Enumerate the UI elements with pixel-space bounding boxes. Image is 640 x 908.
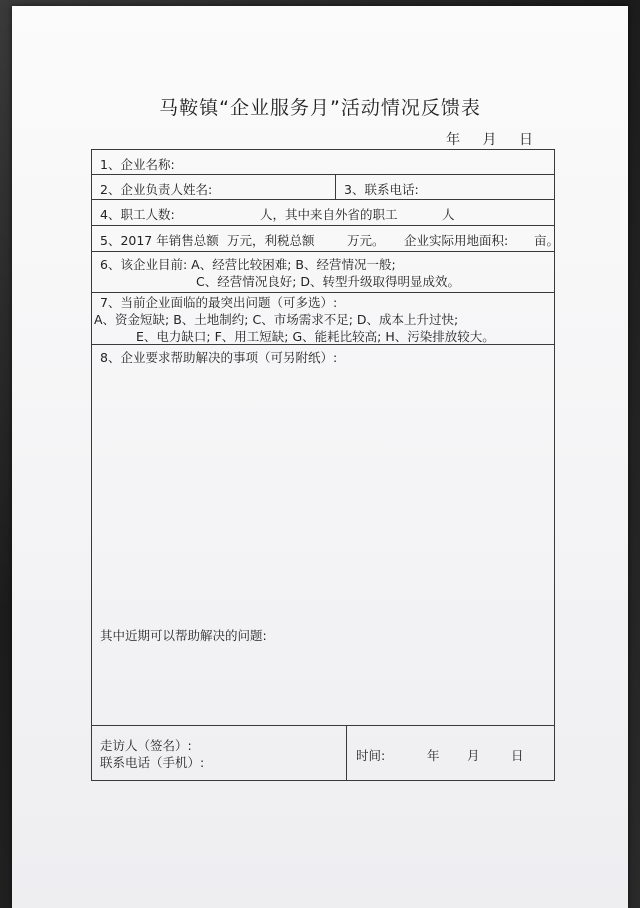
land-area-unit: 亩。 — [534, 233, 560, 248]
form-title: 马鞍镇“企业服务月”活动情况反馈表 — [159, 97, 481, 119]
manager-name-label: 2、企业负责人姓名: — [100, 182, 213, 197]
header-day: 日 — [519, 132, 533, 148]
visitor-signature-label: 走访人（签名）: — [100, 738, 192, 753]
row-problems — [92, 293, 554, 345]
row-contact — [92, 175, 554, 200]
land-area-label: 企业实际用地面积: — [404, 233, 509, 248]
status-line-2: C、经营情况良好; D、转型升级取得明显成效。 — [196, 274, 461, 289]
row-requests — [92, 345, 554, 726]
profit-label: 万元，利税总额 — [227, 233, 315, 248]
visit-month: 月 — [467, 748, 480, 763]
header-date — [428, 129, 533, 149]
feedback-form-table — [91, 149, 560, 781]
row-sales — [92, 226, 560, 252]
visit-year: 年 — [427, 748, 440, 763]
visitor-phone-label: 联系电话（手机）: — [100, 755, 205, 770]
row9-divider — [346, 726, 347, 780]
phone-label: 3、联系电话: — [344, 182, 419, 197]
requests-label: 8、企业要求帮助解决的事项（可另附纸）: — [100, 350, 338, 365]
row2-divider — [335, 175, 336, 199]
employees-unit: 人 — [442, 207, 455, 222]
employees-mid-text: 人，其中来自外省的职工 — [260, 207, 398, 222]
profit-unit: 万元。 — [347, 233, 385, 248]
problems-line-3: E、电力缺口; F、用工短缺; G、能耗比较高; H、污染排放较大。 — [136, 329, 495, 344]
header-month: 月 — [482, 132, 497, 148]
row-visitor — [92, 726, 554, 780]
visit-time-label: 时间: — [356, 748, 386, 763]
problems-line-2: A、资金短缺; B、土地制约; C、市场需求不足; D、成本上升过快; — [94, 312, 459, 327]
row-status — [92, 252, 554, 293]
row-employees — [92, 200, 554, 226]
header-year: 年 — [446, 132, 461, 148]
visit-day: 日 — [511, 748, 524, 763]
company-name-label: 1、企业名称: — [100, 157, 175, 172]
row-company-name — [92, 150, 554, 175]
problems-line-1: 7、当前企业面临的最突出问题（可多选）: — [100, 295, 338, 310]
employees-label: 4、职工人数: — [100, 207, 175, 222]
near-term-label: 其中近期可以帮助解决的问题: — [100, 628, 267, 643]
sales-label: 5、2017 年销售总额 — [100, 233, 219, 248]
status-line-1: 6、该企业目前: A、经营比较困难; B、经营情况一般; — [100, 257, 396, 272]
